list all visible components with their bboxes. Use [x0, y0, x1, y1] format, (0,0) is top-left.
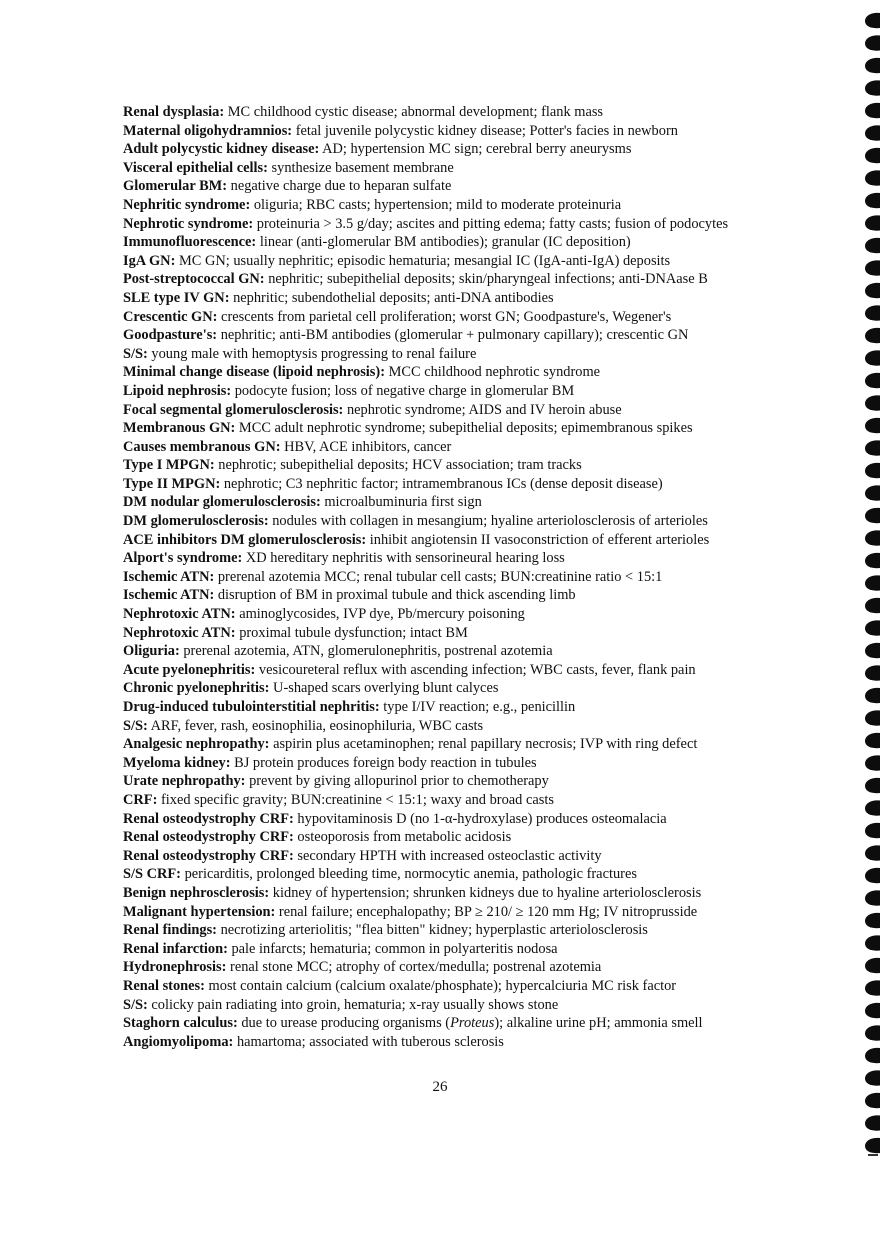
binding-ring: [865, 643, 880, 658]
binding-ring: [865, 755, 880, 770]
entry-term: IgA GN:: [123, 252, 176, 269]
entry-term: Membranous GN:: [123, 420, 236, 437]
entry: [123, 215, 813, 234]
entry: [123, 456, 813, 475]
binding-ring: [865, 1115, 880, 1130]
binding-ring: [865, 215, 880, 230]
binding-ring: [865, 958, 880, 973]
entry: [123, 438, 813, 457]
entry-text: BJ protein produces foreign body reaction in tubules: [230, 754, 537, 771]
entry-term: S/S:: [123, 717, 148, 734]
entry-text: negative charge due to heparan sulfate: [227, 178, 452, 195]
binding-ring: [865, 913, 880, 928]
entry-text: kidney of hypertension; shrunken kidneys due to hyaline arteriolosclerosis: [269, 884, 702, 901]
binding-ring: [865, 103, 880, 118]
binding-ring: [865, 553, 880, 568]
entry: [123, 493, 813, 512]
entry-term: Type I MPGN:: [123, 457, 215, 474]
entry-text: podocyte fusion; loss of negative charge in glomerular BM: [231, 382, 575, 399]
binding-ring: [865, 170, 880, 185]
entry: [123, 196, 813, 215]
binding-ring: [865, 440, 880, 455]
entry: [123, 828, 813, 847]
entry: [123, 568, 813, 587]
entry: [123, 233, 813, 252]
entry: [123, 754, 813, 773]
entry: [123, 419, 813, 438]
entry-term: Focal segmental glomerulosclerosis:: [123, 401, 344, 418]
entry-text: young male with hemoptysis progressing to renal failure: [147, 345, 477, 362]
entry-term: Renal osteodystrophy CRF:: [123, 810, 294, 827]
entry-text: microalbuminuria first sign: [320, 494, 482, 511]
binding-ring: [865, 1070, 880, 1085]
entry: [123, 345, 813, 364]
entry-text: osteoporosis from metabolic acidosis: [293, 829, 512, 846]
binding-ring: [865, 373, 880, 388]
entry-text: nephrotic; subepithelial deposits; HCV association; tram tracks: [214, 457, 582, 474]
entry-term: S/S:: [123, 996, 148, 1013]
binding-ring: [865, 935, 880, 950]
binding-ring: [865, 148, 880, 163]
entry-text: hypovitaminosis D (no 1-α-hydroxylase) produces osteomalacia: [293, 810, 667, 827]
entry-term: Myeloma kidney:: [123, 754, 231, 771]
entry: [123, 847, 813, 866]
entry: [123, 679, 813, 698]
entry-text: U-shaped scars overlying blunt calyces: [269, 680, 499, 697]
entry-term: Causes membranous GN:: [123, 438, 281, 455]
binding-ring: [865, 1138, 880, 1153]
entry: [123, 884, 813, 903]
entry-term: Nephrotic syndrome:: [123, 215, 254, 232]
entry: [123, 586, 813, 605]
entry-term: Nephrotoxic ATN:: [123, 606, 236, 623]
binding-ring: [865, 823, 880, 838]
binding-end-mark: [868, 1154, 878, 1156]
entry-term: Adult polycystic kidney disease:: [123, 141, 320, 158]
entry-term: Renal findings:: [123, 922, 217, 939]
entry-text: HBV, ACE inhibitors, cancer: [280, 438, 452, 455]
entry-list: [123, 103, 813, 1051]
entry: [123, 177, 813, 196]
entry-text: colicky pain radiating into groin, hematuria; x-ray usually shows stone: [147, 996, 559, 1013]
entry: [123, 865, 813, 884]
entry: [123, 977, 813, 996]
binding-ring: [865, 1048, 880, 1063]
entry-term: Crescentic GN:: [123, 308, 218, 325]
entry-text: pericarditis, prolonged bleeding time, normocytic anemia, pathologic fractures: [180, 866, 637, 883]
entry-text: nephritic; subendothelial deposits; anti-DNA antibodies: [229, 289, 554, 306]
entry-text: aspirin plus acetaminophen; renal papillary necrosis; IVP with ring defect: [269, 736, 698, 753]
entry-text: due to urease producing organisms (Proteus); alkaline urine pH; ammonia smell: [237, 1015, 703, 1032]
entry-term: Immunofluorescence:: [123, 234, 257, 251]
binding-ring: [865, 530, 880, 545]
binding-ring: [865, 13, 880, 28]
entry-text: fixed specific gravity; BUN:creatinine < 15:1; waxy and broad casts: [157, 791, 554, 808]
binding-ring: [865, 845, 880, 860]
entry-term: SLE type IV GN:: [123, 289, 230, 306]
entry-term: Staghorn calculus:: [123, 1015, 238, 1032]
entry: [123, 958, 813, 977]
binding-ring: [865, 395, 880, 410]
entry-term: Chronic pyelonephritis:: [123, 680, 270, 697]
binding-ring: [865, 485, 880, 500]
entry-term: Renal stones:: [123, 977, 205, 994]
binding-ring: [865, 58, 880, 73]
entry: [123, 475, 813, 494]
entry-text: aminoglycosides, IVP dye, Pb/mercury poisoning: [235, 606, 525, 623]
entry-term: S/S CRF:: [123, 866, 181, 883]
binding-ring: [865, 1025, 880, 1040]
binding-ring: [865, 418, 880, 433]
entry-text: prerenal azotemia MCC; renal tubular cell casts; BUN:creatinine ratio < 15:1: [214, 568, 663, 585]
entry: [123, 921, 813, 940]
entry-term: Urate nephropathy:: [123, 773, 246, 790]
entry: [123, 326, 813, 345]
entry: [123, 903, 813, 922]
page-number: 26: [432, 1079, 448, 1095]
binding-ring: [865, 328, 880, 343]
entry-text: MC childhood cystic disease; abnormal development; flank mass: [224, 104, 604, 120]
entry-term: Minimal change disease (lipoid nephrosis):: [123, 364, 385, 381]
binding-ring: [865, 238, 880, 253]
entry-term: Benign nephrosclerosis:: [123, 884, 270, 901]
entry-text: renal stone MCC; atrophy of cortex/medulla; postrenal azotemia: [226, 959, 602, 976]
entry-text: nephrotic syndrome; AIDS and IV heroin abuse: [343, 401, 622, 418]
binding-ring: [865, 890, 880, 905]
entry-text: nephritic; subepithelial deposits; skin/pharyngeal infections; anti-DNAase B: [264, 271, 708, 288]
entry-text: proteinuria > 3.5 g/day; ascites and pitting edema; fatty casts; fusion of podocytes: [253, 215, 729, 232]
entry-text: hamartoma; associated with tuberous sclerosis: [233, 1033, 504, 1050]
entry: [123, 122, 813, 141]
entry-term: Glomerular BM:: [123, 178, 228, 195]
entry-term: Renal dysplasia:: [123, 104, 225, 120]
entry: [123, 252, 813, 271]
entry: [123, 531, 813, 550]
entry-text: MC GN; usually nephritic; episodic hematuria; mesangial IC (IgA-anti-IgA) deposits: [175, 252, 671, 269]
entry-text: pale infarcts; hematuria; common in polyarteritis nodosa: [227, 940, 558, 957]
entry-text: synthesize basement membrane: [267, 159, 454, 176]
binding-ring: [865, 778, 880, 793]
binding-ring: [865, 260, 880, 275]
entry-term: Analgesic nephropathy:: [123, 736, 270, 753]
entry: [123, 940, 813, 959]
binding-ring: [865, 665, 880, 680]
binding-ring: [865, 868, 880, 883]
entry-term: Renal osteodystrophy CRF:: [123, 847, 294, 864]
entry: [123, 717, 813, 736]
entry-term: Oliguria:: [123, 643, 180, 660]
entry-text: prerenal azotemia, ATN, glomerulonephritis, postrenal azotemia: [179, 643, 553, 660]
entry-text: inhibit angiotensin II vasoconstriction of efferent arterioles: [366, 531, 710, 548]
entry-term: CRF:: [123, 791, 158, 808]
entry: [123, 810, 813, 829]
entry-text: nephrotic; C3 nephritic factor; intramembranous ICs (dense deposit disease): [220, 475, 663, 492]
spiral-binding: [846, 0, 880, 1247]
entry: [123, 159, 813, 178]
entry-text: XD hereditary nephritis with sensorineural hearing loss: [242, 550, 565, 567]
entry: [123, 140, 813, 159]
entry-text: nodules with collagen in mesangium; hyaline arteriolosclerosis of arterioles: [268, 513, 708, 530]
entry-text: linear (anti-glomerular BM antibodies); granular (IC deposition): [256, 234, 631, 251]
entry: [123, 270, 813, 289]
entry: [123, 624, 813, 643]
entry-term: Goodpasture's:: [123, 327, 218, 344]
entry: [123, 289, 813, 308]
entry-term: Ischemic ATN:: [123, 587, 215, 604]
binding-ring: [865, 598, 880, 613]
binding-ring: [865, 193, 880, 208]
entry-term: Nephrotoxic ATN:: [123, 624, 236, 641]
entry-term: Alport's syndrome:: [123, 550, 243, 567]
binding-ring: [865, 125, 880, 140]
entry-term: Post-streptococcal GN:: [123, 271, 265, 288]
binding-ring: [865, 283, 880, 298]
binding-ring: [865, 35, 880, 50]
binding-ring: [865, 710, 880, 725]
entry-text: fetal juvenile polycystic kidney disease; Potter's facies in newborn: [292, 122, 678, 139]
entry: [123, 549, 813, 568]
entry: [123, 996, 813, 1015]
binding-ring: [865, 463, 880, 478]
entry-text: prevent by giving allopurinol prior to chemotherapy: [245, 773, 549, 790]
entry-text: ARF, fever, rash, eosinophilia, eosinophiluria, WBC casts: [147, 717, 484, 734]
entry-text: MCC childhood nephrotic syndrome: [385, 364, 601, 381]
entry: [123, 661, 813, 680]
binding-ring: [865, 733, 880, 748]
entry: [123, 103, 813, 122]
entry: [123, 735, 813, 754]
binding-ring: [865, 688, 880, 703]
entry: [123, 512, 813, 531]
binding-ring: [865, 1093, 880, 1108]
entry-text: most contain calcium (calcium oxalate/phosphate); hypercalciuria MC risk factor: [204, 977, 677, 994]
binding-ring: [865, 620, 880, 635]
entry: [123, 791, 813, 810]
entry: [123, 772, 813, 791]
entry: [123, 605, 813, 624]
entry-text: oliguria; RBC casts; hypertension; mild to moderate proteinuria: [250, 196, 622, 213]
entry: [123, 308, 813, 327]
entry-term: ACE inhibitors DM glomerulosclerosis:: [123, 531, 367, 548]
entry-text: necrotizing arteriolitis; "flea bitten" kidney; hyperplastic arteriolosclerosis: [216, 922, 648, 939]
entry-text: vesicoureteral reflux with ascending infection; WBC casts, fever, flank pain: [255, 661, 696, 678]
entry-term: Maternal oligohydramnios:: [123, 122, 293, 139]
entry-term: Ischemic ATN:: [123, 568, 215, 585]
binding-ring: [865, 980, 880, 995]
entry: [123, 1033, 813, 1052]
binding-ring: [865, 305, 880, 320]
entry-text: AD; hypertension MC sign; cerebral berry aneurysms: [319, 141, 632, 158]
entry-text: proximal tubule dysfunction; intact BM: [235, 624, 468, 641]
entry-term: Acute pyelonephritis:: [123, 661, 256, 678]
entry-text: crescents from parietal cell proliferation; worst GN; Goodpasture's, Wegener's: [217, 308, 672, 325]
entry-term: Visceral epithelial cells:: [123, 159, 268, 176]
binding-ring: [865, 1003, 880, 1018]
entry: [123, 698, 813, 717]
binding-ring: [865, 800, 880, 815]
entry-term: Hydronephrosis:: [123, 959, 227, 976]
entry: [123, 1014, 813, 1033]
entry: [123, 642, 813, 661]
entry-term: Angiomyolipoma:: [123, 1033, 234, 1050]
entry: [123, 363, 813, 382]
binding-ring: [865, 350, 880, 365]
entry-text: nephritic; anti-BM antibodies (glomerular + pulmonary capillary); crescentic GN: [217, 327, 689, 344]
entry-term: Renal osteodystrophy CRF:: [123, 829, 294, 846]
entry-term: Renal infarction:: [123, 940, 228, 957]
entry-term: Malignant hypertension:: [123, 903, 276, 920]
entry-term: Lipoid nephrosis:: [123, 382, 232, 399]
entry: [123, 382, 813, 401]
entry-text: secondary HPTH with increased osteoclastic activity: [293, 847, 602, 864]
entry-term: Drug-induced tubulointerstitial nephritis:: [123, 699, 380, 715]
entry-term: Type II MPGN:: [123, 475, 221, 492]
entry-term: Nephritic syndrome:: [123, 196, 251, 213]
entry: [123, 401, 813, 420]
entry-text: disruption of BM in proximal tubule and thick ascending limb: [214, 587, 576, 604]
entry-term: S/S:: [123, 345, 148, 362]
entry-term: DM glomerulosclerosis:: [123, 513, 269, 530]
binding-ring: [865, 508, 880, 523]
binding-ring: [865, 80, 880, 95]
entry-text: MCC adult nephrotic syndrome; subepithelial deposits; epimembranous spikes: [235, 420, 693, 437]
entry-text: type I/IV reaction; e.g., penicillin: [379, 699, 576, 715]
entry-text: renal failure; encephalopathy; BP ≥ 210/ ≥ 120 mm Hg; IV nitroprusside: [275, 903, 698, 920]
entry-term: DM nodular glomerulosclerosis:: [123, 494, 321, 511]
binding-ring: [865, 575, 880, 590]
